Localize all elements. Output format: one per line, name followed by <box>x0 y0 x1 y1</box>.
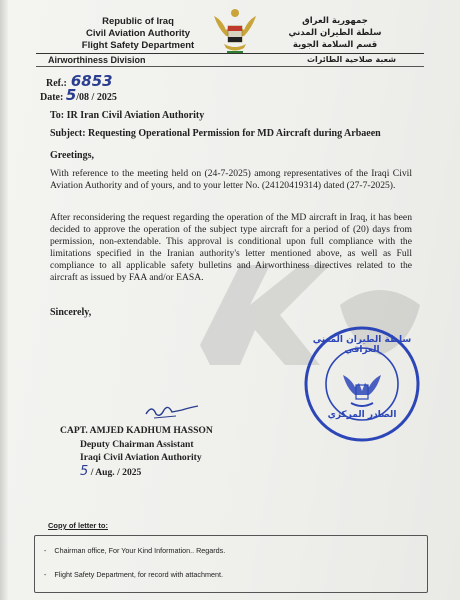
page-shadow <box>0 0 8 600</box>
iraq-eagle-emblem-icon <box>212 6 258 56</box>
header-en-line1: Republic of Iraq <box>102 16 174 27</box>
header-rule-bottom <box>36 66 424 67</box>
body-paragraph-1: With reference to the meeting held on (24-7-2025) among representatives of the Iraqi Civil Aviation Authority and of yours, and to your letter No. (24120419314) dated (27-7-2025). <box>50 168 412 191</box>
ref-label: Ref.: <box>46 78 67 89</box>
copy-item-text: Flight Safety Department, for record with attachment. <box>54 570 223 579</box>
recipient-line: To: IR Iran Civil Aviation Authority <box>50 110 205 121</box>
signer-date-rest: / Aug. / 2025 <box>90 466 142 478</box>
copy-of-letter-box <box>34 535 428 593</box>
date-rest: /08 / 2025 <box>76 92 117 103</box>
copy-item: - Chairman office, For Your Kind Information.. Regards. <box>44 546 226 555</box>
header-english <box>48 16 228 52</box>
handwritten-signature-icon <box>142 400 202 420</box>
header-arabic <box>270 15 400 51</box>
header-en-line3: Flight Safety Department <box>81 40 195 51</box>
body-paragraph-2: After reconsidering the request regarding the operation of the MD aircraft in Iraq, it has been decided to approve the operation of the subject type aircraft for a period of (20) days from permission, non-extendable. This approval is conditional upon full compliance with the limitations specified in the Iranian authority's letter mentioned above, as well as Full compliance to all applicable safety bulletins and Airworthiness directives related to the aircraft as issued by FAA and/or EASA. <box>50 212 412 283</box>
date-day: 5 <box>65 86 77 104</box>
header-ar-line2: سلطة الطيران المدني <box>288 28 382 38</box>
signer-name: CAPT. AMJED KADHUM HASSON <box>60 425 213 436</box>
copy-item: - Flight Safety Department, for record with attachment. <box>44 570 223 579</box>
subject-line: Subject: Requesting Operational Permission for MD Aircraft during Arbaeen <box>50 128 381 139</box>
signer-date-day: 5 <box>80 463 89 479</box>
stamp-bottom-text: الصادر المركزي <box>327 410 397 420</box>
division-english: Airworthiness Division <box>48 55 146 65</box>
header-ar-line3: قسم السلامة الجوية <box>292 40 378 50</box>
date-label: Date: <box>40 92 64 103</box>
division-arabic: شعبة صلاحية الطائرات <box>306 55 396 64</box>
signer-title-2: Iraqi Civil Aviation Authority <box>80 452 202 463</box>
date-line <box>40 86 117 104</box>
header-rule-top <box>36 53 424 54</box>
header-en-line2: Civil Aviation Authority <box>86 28 190 39</box>
signer-title-1: Deputy Chairman Assistant <box>80 438 194 450</box>
header-ar-line1: جمهورية العراق <box>302 16 368 26</box>
greeting: Greetings, <box>50 150 94 161</box>
closing: Sincerely, <box>50 307 92 318</box>
ref-number: 6853 <box>70 72 113 90</box>
signature-block <box>60 424 213 479</box>
copy-item-text: Chairman office, For Your Kind Information.. Regards. <box>54 546 226 555</box>
signer-date <box>60 465 213 480</box>
copy-of-letter-title: Copy of letter to: <box>48 521 108 530</box>
stamp-ring-text: سلطة الطيران المدني العراقي <box>312 335 412 355</box>
